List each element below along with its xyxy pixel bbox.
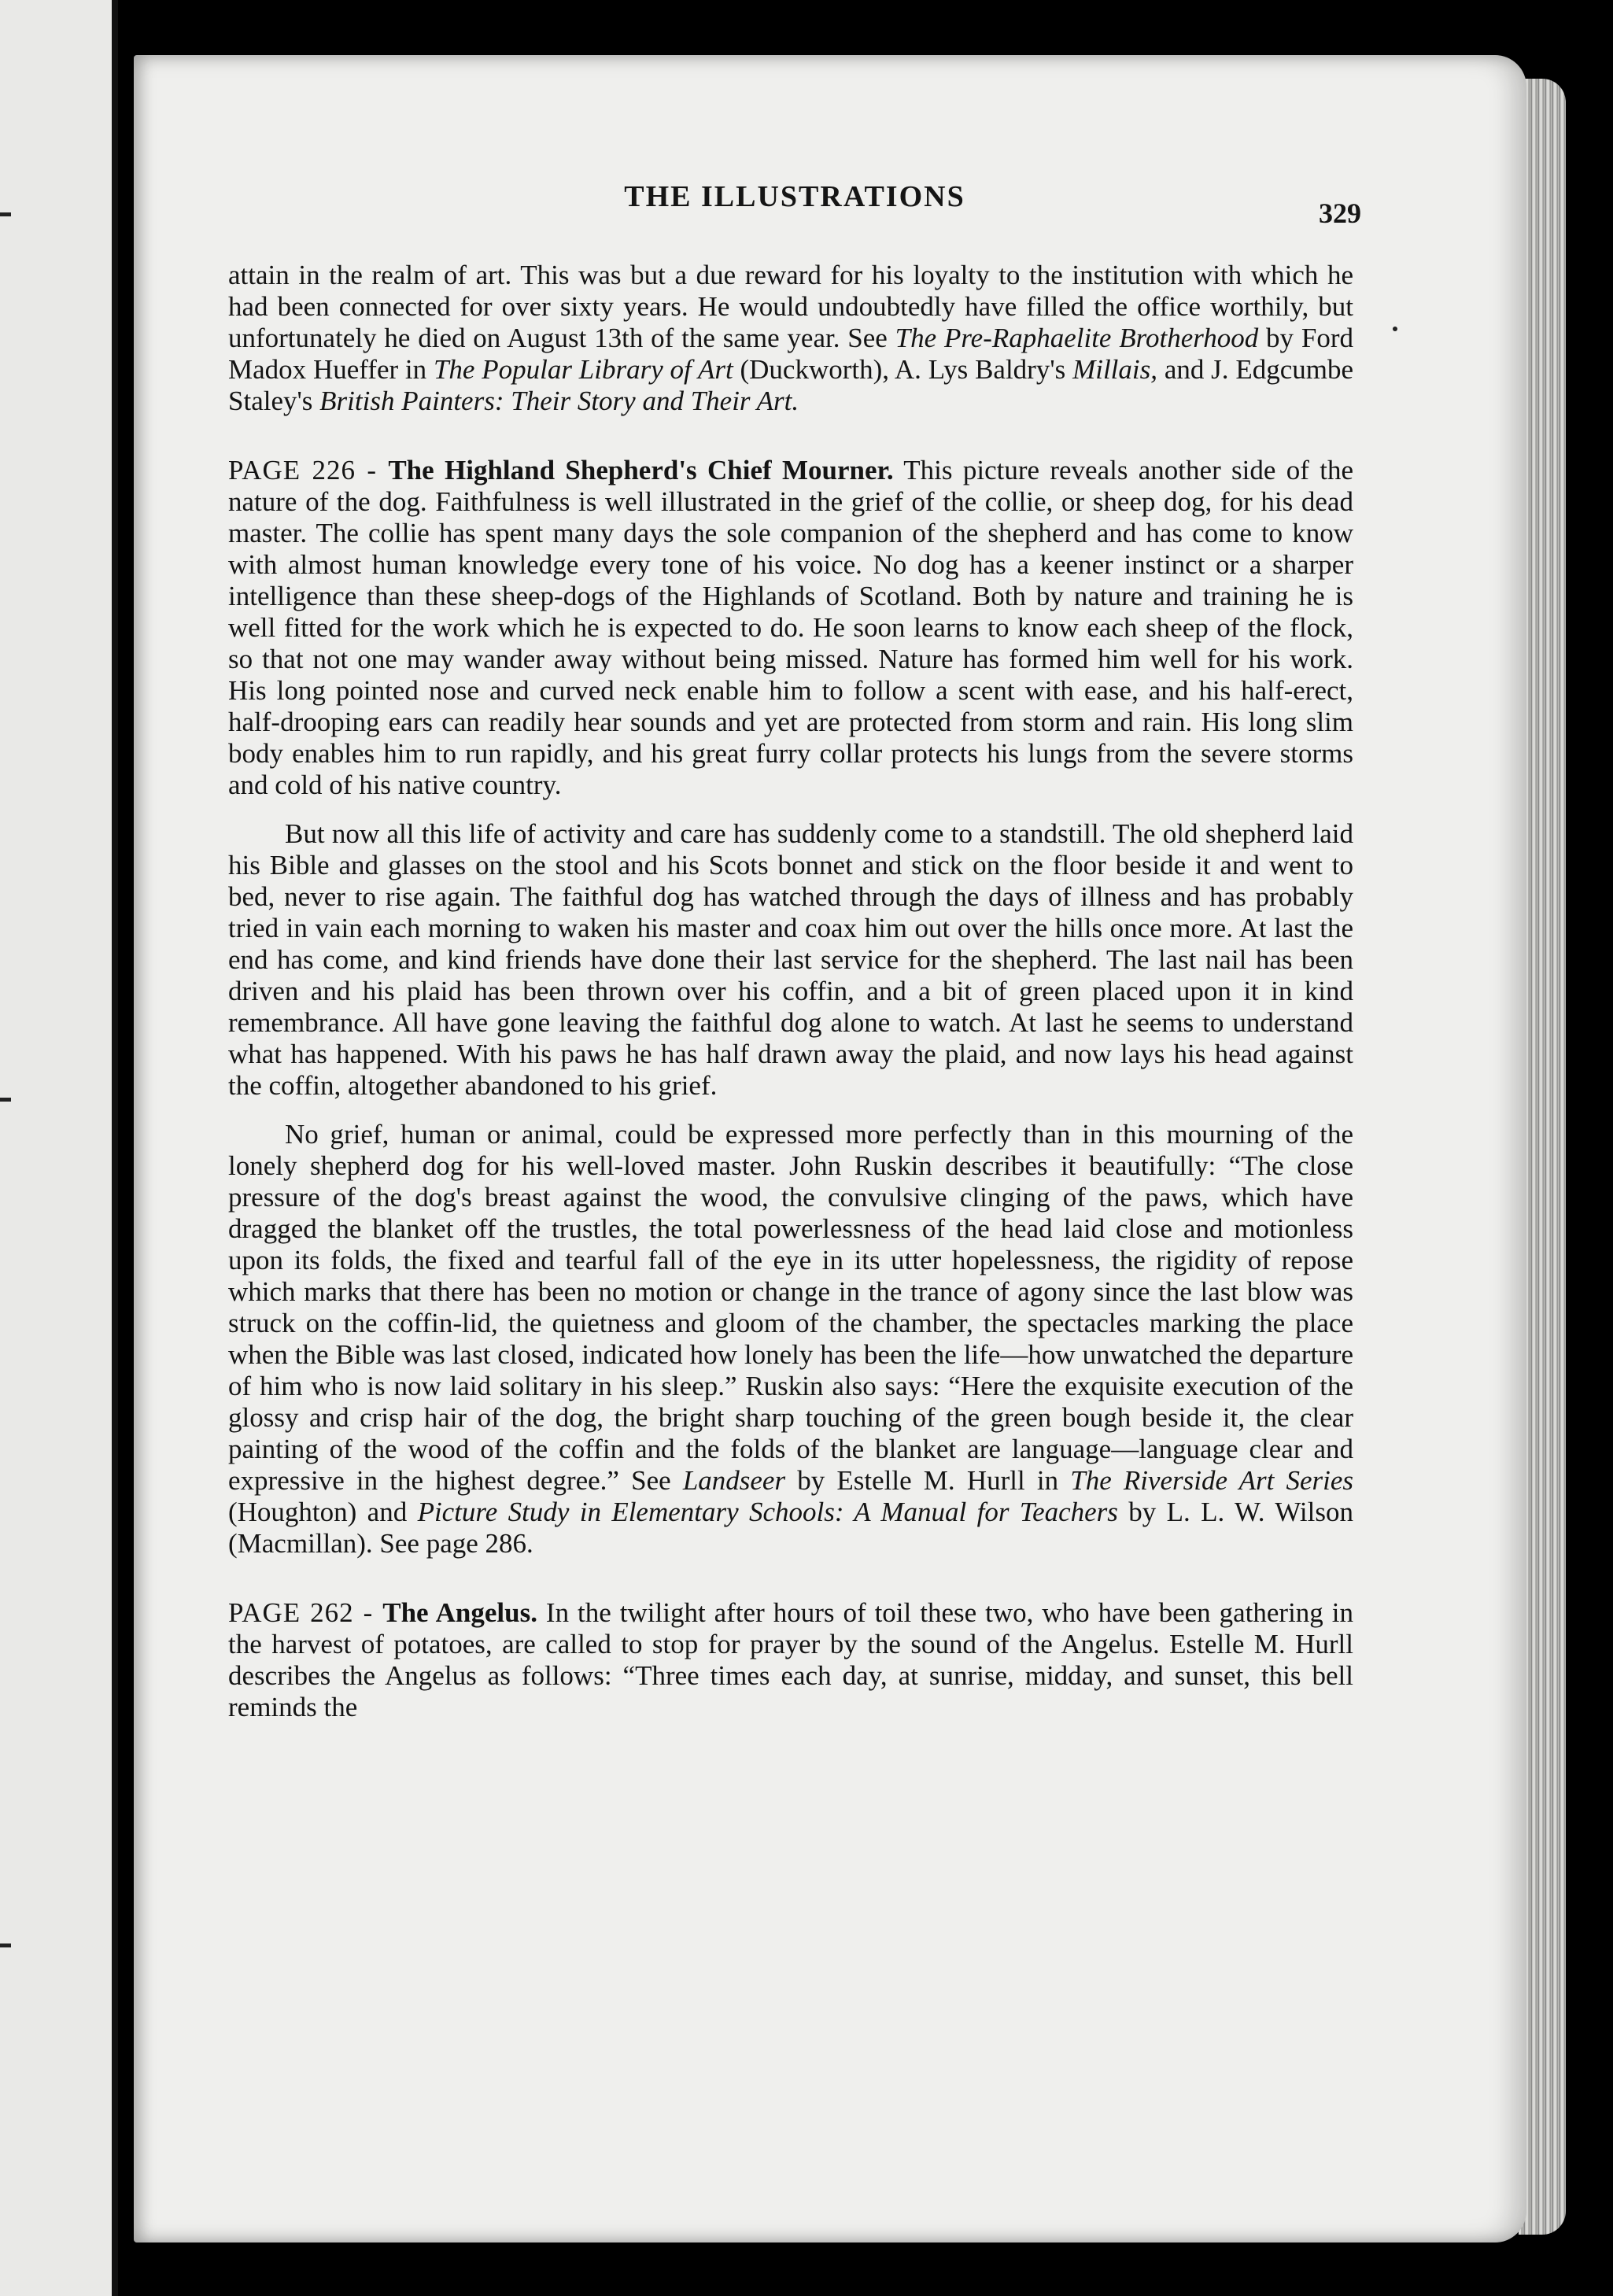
paragraph-text: by Ford Madox Hueffer in [228, 323, 1353, 385]
book-title: The Pre-Raphaelite Brotherhood [895, 323, 1259, 353]
previous-page-edge [0, 0, 118, 2296]
running-title: THE ILLUSTRATIONS [624, 180, 965, 213]
previous-page-mark [0, 212, 11, 216]
book-title: The Popular Library of Art [433, 354, 733, 385]
paragraph-continued [228, 260, 1353, 417]
section-gap [228, 1577, 1353, 1597]
entry-title: The Angelus. [382, 1597, 537, 1628]
entry-page-262 [228, 1597, 1353, 1723]
entry-page-reference: PAGE 262 - [228, 1597, 383, 1628]
book-title: Picture Study in Elementary Schools: A Manual for Teachers [417, 1497, 1118, 1527]
page-number: 329 [1319, 197, 1361, 229]
entry-page-reference: PAGE 226 - [228, 455, 389, 485]
paragraph-text: attain in the realm of art. This was but a due reward for his loyalty to the institution with which he had been connected for over sixty years. He would undoubtedly have filled the office worthily, but unfortunately he died on August 13th of the same year. See [228, 260, 1353, 353]
page-header [228, 179, 1361, 227]
paragraph-text: (Duckworth), A. Lys Baldry's [733, 354, 1073, 385]
paragraph-text: and J. Edgcumbe Staley's [228, 354, 1353, 416]
entry-text: In the twilight after hours of toil these two, who have been gathering in the harvest of potatoes, are called to stop for prayer by the sound of the Angelus. Estelle M. Hurll describes the Angelus as follows: “Three times each day, at sunrise, midday, and sunset, this bell reminds the [228, 1597, 1354, 1722]
entry-text: This picture reveals another side of the nature of the dog. Faithfulness is well illustrated in the grief of the collie, or sheep dog, for his dead master. The collie has spent many days the sole companion of the shepherd and has come to know with almost human knowledge every tone of his voice. No dog has a keener instinct or a sharper intelligence than these sheep-dogs of the Highlands of Scotland. Both by nature and training he is well fitted for the work which he is expected to do. He soon learns to know each sheep of the flock, so that not one may wander away without being missed. Nature has formed him well for his work. His long pointed nose and curved neck enable him to follow a scent with ease, and his half-erect, half-drooping ears can readily hear sounds and yet are protected from storm and rain. His long slim body enables him to run rapidly, and his great furry collar protects his lungs from the severe storms and cold of his native country. [228, 455, 1353, 800]
paragraph: But now all this life of activity and care has suddenly come to a standstill. The old shepherd laid his Bible and glasses on the stool and his Scots bonnet and stick on the floor beside it and went to bed, never to rise again. The faithful dog has watched through the days of illness and has probably tried in vain each morning to waken his master and coax him out over the hills once more. At last the end has come, and kind friends have done their last service for the shepherd. The last nail has been driven and his plaid has been thrown over his coffin, and a bit of green placed upon it in kind remembrance. All have gone leaving the faithful dog alone to watch. At last he seems to understand what has happened. With his paws he has half drawn away the plaid, and now lays his head against the coffin, altogether abandoned to his grief. [228, 818, 1353, 1101]
previous-page-mark [0, 1943, 11, 1947]
paragraph [228, 1119, 1353, 1560]
entry-title: The Highland Shepherd's Chief Mourner. [388, 455, 894, 485]
section-gap [228, 434, 1353, 455]
margin-speck [1393, 327, 1397, 331]
book-title: British Painters: Their Story and Their Art. [319, 386, 799, 416]
gutter-shadow [112, 0, 118, 2296]
paragraph-text: No grief, human or animal, could be expressed more perfectly than in this mourning of the lonely shepherd dog for his well-loved master. John Ruskin describes it beautifully: “The close pressure of the dog's breast against the wood, the convulsive clinging of the paws, which have dragged the blanket off the trustles, the total powerlessness of the head laid close and motionless upon its folds, the fixed and tearful fall of the eye in its utter hopelessness, the rigidity of repose which marks that there has been no motion or change in the trance of agony since the last blow was struck on the coffin-lid, the quietness and gloom of the chamber, the spectacles marking the place when the Bible was last closed, indicated how lonely has been the life—how unwatched the departure of him who is now laid solitary in his sleep.” Ruskin also says: “Here the exquisite execution of the glossy and crisp hair of the dog, the bright sharp touching of the green bough beside it, the clear painting of the wood of the coffin and the folds of the blanket are language—language clear and expressive in the highest degree.” See [228, 1119, 1353, 1496]
book-title: The Riverside Art Series [1070, 1465, 1353, 1496]
book-title: Landseer [682, 1465, 786, 1496]
entry-page-226 [228, 455, 1353, 801]
paragraph-text: by Estelle M. Hurll in [785, 1465, 1071, 1496]
previous-page-mark [0, 1098, 11, 1102]
page-body [228, 260, 1353, 1740]
book-title: Millais, [1072, 354, 1158, 385]
paragraph-text: by L. L. W. Wilson (Macmillan). See page 286. [228, 1497, 1353, 1559]
paragraph-text: (Houghton) and [228, 1497, 418, 1527]
